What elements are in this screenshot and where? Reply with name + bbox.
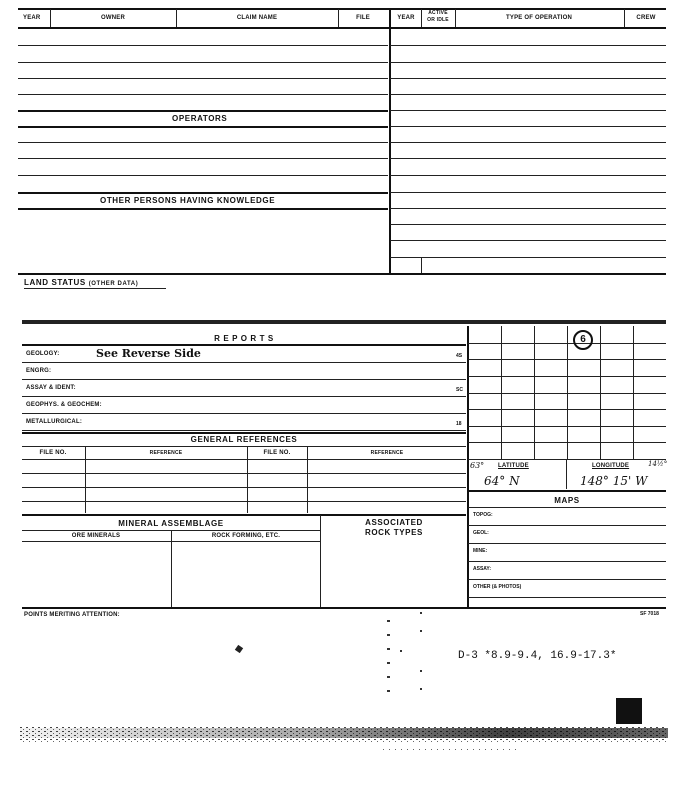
rule bbox=[468, 459, 666, 460]
grid-row-line bbox=[468, 343, 666, 344]
rule bbox=[24, 288, 166, 289]
rule bbox=[18, 158, 388, 159]
header-bottom-rule bbox=[18, 27, 666, 29]
rule bbox=[22, 514, 466, 516]
grid-row-line bbox=[468, 393, 666, 394]
other-persons-heading: OTHER PERSONS HAVING KNOWLEDGE bbox=[100, 196, 276, 205]
map-rule bbox=[468, 543, 666, 544]
mineral-assemblage-title: MINERAL ASSEMBLAGE bbox=[118, 519, 224, 528]
grid-row-line bbox=[468, 359, 666, 360]
header-divider bbox=[176, 9, 177, 27]
report-number: 4S bbox=[456, 353, 463, 359]
header-crew: CREW bbox=[636, 15, 656, 21]
header-type-of-operation: TYPE OF OPERATION bbox=[506, 15, 572, 21]
rule bbox=[390, 62, 666, 63]
map-item-label: TOPOG: bbox=[473, 512, 493, 518]
general-references-title: GENERAL REFERENCES bbox=[190, 435, 298, 444]
header-year-right: YEAR bbox=[397, 15, 415, 21]
col-file-no-2: FILE NO. bbox=[263, 450, 291, 456]
rule bbox=[390, 45, 666, 46]
reports-title-bar bbox=[22, 332, 466, 346]
rule bbox=[18, 62, 388, 63]
header-divider bbox=[624, 9, 625, 27]
col-file-no: FILE NO. bbox=[39, 450, 67, 456]
rule bbox=[18, 45, 388, 46]
header-claim-name: CLAIM NAME bbox=[236, 15, 278, 21]
latitude-label: LATITUDE bbox=[498, 463, 529, 469]
lat-prefix: 63° bbox=[470, 461, 485, 470]
rule bbox=[18, 94, 388, 95]
header-active-line1: ACTIVE bbox=[428, 10, 448, 16]
rule bbox=[390, 224, 666, 225]
rule bbox=[390, 240, 666, 241]
longitude-label: LONGITUDE bbox=[592, 463, 630, 469]
rule bbox=[18, 142, 388, 143]
land-status-sub: (OTHER DATA) bbox=[88, 281, 139, 287]
scan-noise-band bbox=[20, 718, 668, 758]
grid-row-line bbox=[468, 376, 666, 377]
rule bbox=[18, 175, 388, 176]
grid-row-line bbox=[468, 442, 666, 443]
grid-circled-number: 6 bbox=[573, 330, 593, 350]
ink-mark bbox=[235, 645, 243, 653]
rule bbox=[390, 257, 666, 258]
rule bbox=[390, 158, 666, 159]
rule bbox=[18, 110, 388, 112]
rule bbox=[22, 607, 666, 609]
points-note: D-3 *8.9-9.4, 16.9-17.3* bbox=[458, 650, 617, 662]
rule bbox=[247, 447, 248, 513]
ore-minerals-label: ORE MINERALS bbox=[71, 533, 121, 539]
rule bbox=[22, 501, 466, 502]
center-divider bbox=[389, 9, 391, 273]
long-suffix: 14½° bbox=[648, 460, 668, 468]
rule bbox=[18, 273, 666, 275]
scan-marks bbox=[380, 610, 430, 700]
report-number: SC bbox=[456, 387, 463, 393]
map-item-label: GEOL: bbox=[473, 530, 489, 536]
header-active-line2: OR IDLE bbox=[427, 17, 449, 23]
rule bbox=[390, 208, 666, 209]
header-divider bbox=[338, 9, 339, 27]
map-item-label: ASSAY: bbox=[473, 566, 492, 572]
grid-row-line bbox=[468, 426, 666, 427]
land-status-label: LAND STATUS bbox=[24, 278, 86, 287]
rule bbox=[468, 490, 666, 492]
report-label: GEOPHYS. & GEOCHEM: bbox=[26, 402, 102, 408]
report-label: ASSAY & IDENT: bbox=[26, 385, 76, 391]
map-item-label: MINE: bbox=[473, 548, 488, 554]
rule bbox=[307, 447, 308, 513]
rule bbox=[390, 94, 666, 95]
rule bbox=[18, 126, 388, 128]
header-top-rule bbox=[18, 8, 666, 10]
map-rule bbox=[468, 597, 666, 598]
grid-row-line bbox=[468, 409, 666, 410]
rule bbox=[468, 507, 666, 508]
points-label: POINTS MERITING ATTENTION: bbox=[24, 612, 120, 618]
rule bbox=[566, 459, 567, 489]
rule bbox=[22, 473, 466, 474]
form-number: SF 7018 bbox=[640, 611, 659, 617]
report-rule bbox=[22, 430, 466, 431]
rock-forming-label: ROCK FORMING, ETC. bbox=[211, 533, 281, 539]
latitude-value: 64° N bbox=[484, 474, 520, 488]
map-item-label: OTHER (& PHOTOS) bbox=[473, 584, 522, 590]
rule bbox=[22, 446, 466, 447]
map-rule bbox=[468, 579, 666, 580]
rule bbox=[421, 257, 422, 273]
rule bbox=[22, 432, 466, 434]
rule bbox=[467, 326, 469, 608]
col-reference: REFERENCE bbox=[149, 450, 183, 456]
rule bbox=[85, 447, 86, 513]
report-rule bbox=[22, 413, 466, 414]
longitude-value: 148° 15' W bbox=[580, 474, 648, 488]
land-status-heading bbox=[24, 278, 138, 287]
rule bbox=[18, 192, 388, 194]
rule bbox=[320, 515, 321, 607]
rule bbox=[390, 175, 666, 176]
maps-title: MAPS bbox=[554, 496, 580, 505]
map-rule bbox=[468, 525, 666, 526]
col-reference-2: REFERENCE bbox=[370, 450, 404, 456]
associated-line1: ASSOCIATED bbox=[365, 518, 423, 527]
rule bbox=[18, 78, 388, 79]
header-file: FILE bbox=[356, 15, 370, 21]
report-value: See Reverse Side bbox=[96, 347, 201, 360]
rule bbox=[390, 78, 666, 79]
header-divider bbox=[50, 9, 51, 27]
report-label: GEOLOGY: bbox=[26, 351, 60, 357]
map-rule bbox=[468, 561, 666, 562]
separator-band bbox=[22, 320, 666, 324]
header-year: YEAR bbox=[23, 15, 41, 21]
report-label: ENGRG: bbox=[26, 368, 52, 374]
report-rule bbox=[22, 396, 466, 397]
report-label: METALLURGICAL: bbox=[26, 419, 83, 425]
rule bbox=[18, 208, 388, 210]
rule bbox=[171, 531, 172, 607]
operators-heading: OPERATORS bbox=[172, 114, 228, 123]
rule bbox=[390, 110, 666, 111]
reports-title: R E P O R T S bbox=[214, 334, 274, 343]
rule bbox=[22, 459, 466, 460]
rule bbox=[390, 192, 666, 193]
report-rule bbox=[22, 362, 466, 363]
rule bbox=[22, 487, 466, 488]
associated-line2: ROCK TYPES bbox=[364, 528, 423, 537]
report-number: 18 bbox=[456, 421, 462, 427]
rule bbox=[390, 126, 666, 127]
report-rule bbox=[22, 379, 466, 380]
rule bbox=[390, 142, 666, 143]
header-owner: OWNER bbox=[101, 15, 125, 21]
